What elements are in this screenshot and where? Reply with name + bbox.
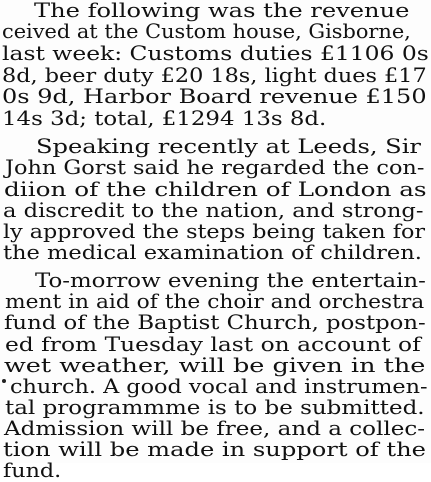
text-line: tal programmme is to be submitted. xyxy=(5,396,425,419)
text-line: Admission will be free, and a collec- xyxy=(4,417,426,440)
text-line: fund of the Baptist Church, postpon- xyxy=(4,311,426,334)
text-line: ceived at the Custom house, Gisborne, xyxy=(2,20,411,43)
text-line: wet weather, will be given in the xyxy=(4,354,426,377)
text-line: Speaking recently at Leeds, Sir xyxy=(36,135,421,158)
text-line: a discredit to the nation, and strong- xyxy=(3,199,424,222)
text-line: tion will be made in support of the xyxy=(3,438,426,461)
text-line: diion of the children of London as xyxy=(4,178,427,201)
text-line: church. A good vocal and instrumen- xyxy=(10,375,428,398)
text-line: 0s 9d, Harbor Board revenue £150 xyxy=(2,85,427,108)
text-line: To-morrow evening the entertain- xyxy=(35,269,426,292)
text-line: 14s 3d; total, £1294 13s 8d. xyxy=(2,107,327,130)
text-line: fund. xyxy=(3,459,62,482)
text-line: The following was the revenue xyxy=(34,0,410,22)
text-line: ly approved the steps being taken for xyxy=(3,220,425,243)
text-line: ed from Tuesday last on account of xyxy=(5,333,421,356)
text-line: John Gorst said he regarded the con- xyxy=(5,156,425,179)
text-line: 8d, beer duty £20 18s, light dues £17 xyxy=(2,64,427,87)
text-line: the medical examination of children. xyxy=(3,241,422,264)
text-line: last week: Customs duties £1106 0s xyxy=(2,42,429,65)
ink-speck xyxy=(2,379,6,383)
text-line: ment in aid of the choir and orchestra xyxy=(5,290,425,313)
